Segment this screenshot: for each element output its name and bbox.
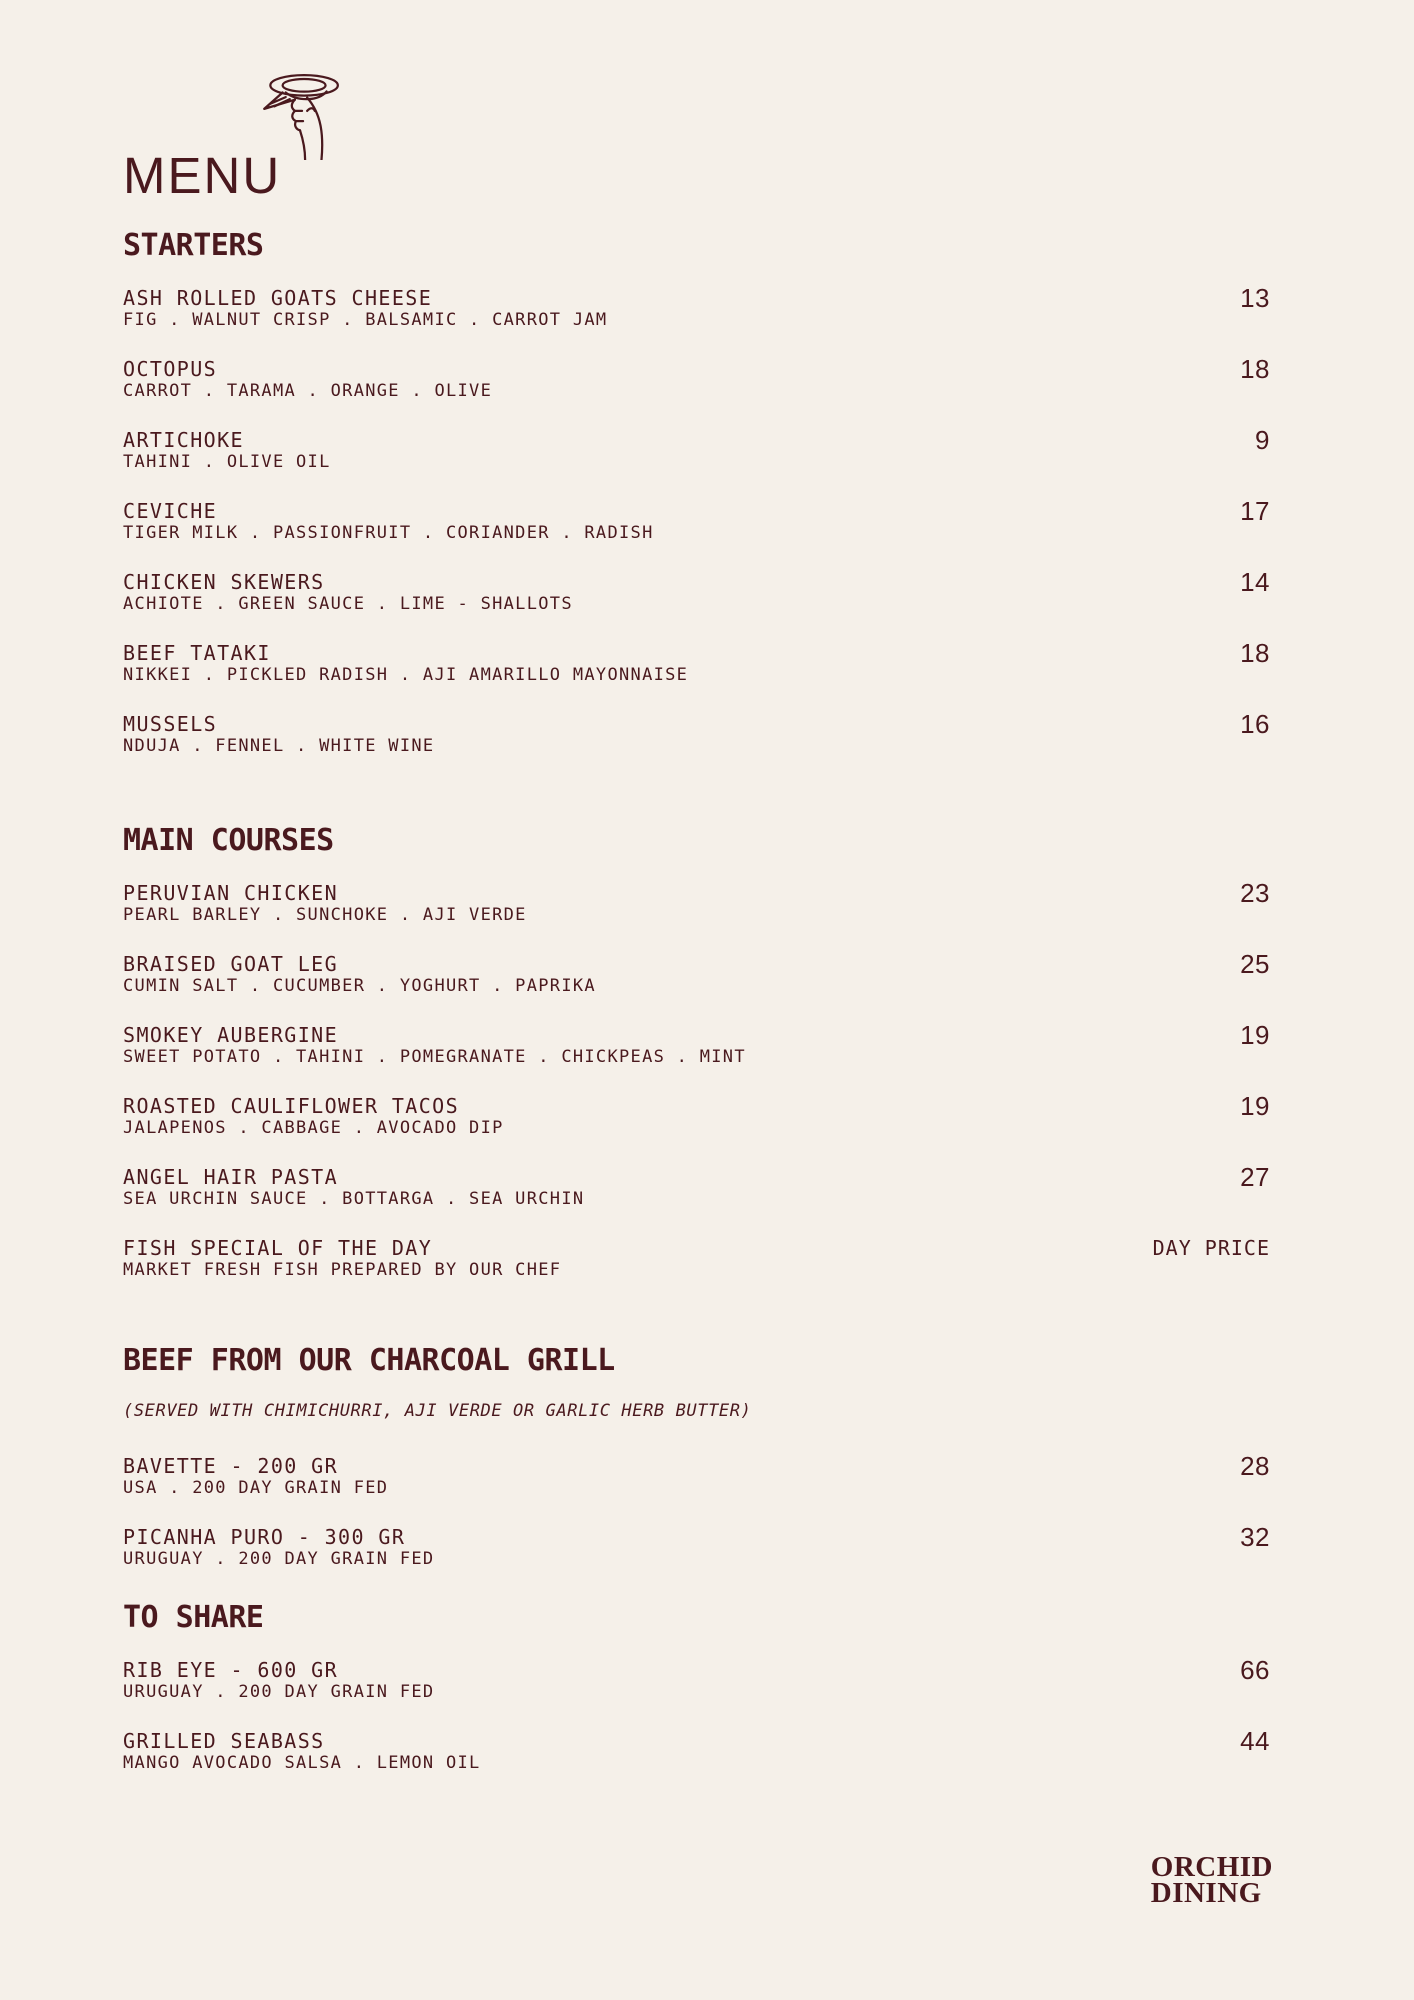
section-header: MAIN COURSES: [123, 822, 334, 858]
menu-item: [123, 1019, 1270, 1067]
menu-item-text: [123, 952, 596, 996]
brand-line-1: ORCHID: [1150, 1851, 1273, 1883]
menu-item-text: [123, 712, 434, 756]
menu-item: [123, 948, 1270, 996]
dish-name: BEEF TATAKI: [123, 640, 271, 665]
menu-item: [123, 1654, 1270, 1702]
dish-price: 19: [1240, 1090, 1270, 1121]
dish-price: 19: [1240, 1019, 1270, 1050]
section-note: (SERVED WITH CHIMICHURRI, AJI VERDE OR GARLIC HERB BUTTER): [123, 1400, 752, 1421]
dish-price: 66: [1240, 1654, 1270, 1685]
menu-item-text: [123, 499, 654, 543]
menu-item-text: [123, 428, 331, 472]
dish-ingredients: URUGUAY . 200 DAY GRAIN FED: [123, 1681, 435, 1702]
dish-name: CHICKEN SKEWERS: [123, 569, 325, 594]
dish-name: CEVICHE: [123, 498, 218, 523]
menu-item: [123, 353, 1270, 401]
hand-holding-tray-icon: [248, 70, 352, 160]
dish-ingredients: SEA URCHIN SAUCE . BOTTARGA . SEA URCHIN: [123, 1188, 585, 1209]
menu-item-text: [123, 1729, 481, 1773]
dish-price: 44: [1240, 1725, 1270, 1756]
menu-item: [123, 1090, 1270, 1138]
dish-name: BRAISED GOAT LEG: [123, 951, 339, 976]
dish-price: 18: [1240, 637, 1270, 668]
menu-item: [123, 877, 1270, 925]
menu-item: [123, 708, 1270, 756]
dish-name: PICANHA PURO - 300 GR: [123, 1524, 406, 1549]
section-header: STARTERS: [123, 227, 264, 263]
dish-name: PERUVIAN CHICKEN: [123, 880, 339, 905]
menu-item: [123, 637, 1270, 685]
dish-name: MUSSELS: [123, 711, 218, 736]
menu-item: [123, 424, 1270, 472]
dish-ingredients: SWEET POTATO . TAHINI . POMEGRANATE . CHICKPEAS . MINT: [123, 1046, 746, 1067]
menu-item-text: [123, 357, 492, 401]
menu-item-text: [123, 881, 527, 925]
dish-ingredients: JALAPENOS . CABBAGE . AVOCADO DIP: [123, 1117, 504, 1138]
page-title: MENU: [123, 147, 282, 205]
menu-item-text: [123, 1658, 434, 1702]
dish-name: ROASTED CAULIFLOWER TACOS: [123, 1093, 460, 1118]
dish-price: 27: [1240, 1161, 1270, 1192]
menu-item: [123, 1725, 1270, 1773]
menu-item-text: [123, 570, 573, 614]
section-header: BEEF FROM OUR CHARCOAL GRILL: [123, 1342, 615, 1378]
dish-name: GRILLED SEABASS: [123, 1728, 325, 1753]
dish-ingredients: MARKET FRESH FISH PREPARED BY OUR CHEF: [123, 1259, 562, 1280]
dish-price: 28: [1240, 1450, 1270, 1481]
dish-price: 14: [1240, 566, 1270, 597]
menu-item-text: [123, 1525, 434, 1569]
dish-name: ANGEL HAIR PASTA: [123, 1164, 339, 1189]
dish-price: 13: [1240, 282, 1270, 313]
brand-logo: [1150, 1851, 1273, 1909]
dish-price: 25: [1240, 948, 1270, 979]
menu-item-text: [123, 641, 688, 685]
dish-ingredients: PEARL BARLEY . SUNCHOKE . AJI VERDE: [123, 904, 527, 925]
menu-item: [123, 1521, 1270, 1569]
section-beef-from-our-charcoal-grill: [123, 1321, 1270, 1569]
section-to-share: [123, 1578, 1270, 1773]
dish-ingredients: NIKKEI . PICKLED RADISH . AJI AMARILLO MAYONNAISE: [123, 664, 689, 685]
menu-item: [123, 282, 1270, 330]
section-header: TO SHARE: [123, 1599, 264, 1635]
menu-item-text: [123, 1454, 388, 1498]
dish-ingredients: NDUJA . FENNEL . WHITE WINE: [123, 735, 435, 756]
dish-ingredients: MANGO AVOCADO SALSA . LEMON OIL: [123, 1752, 481, 1773]
section-main-courses: [123, 801, 1270, 1280]
menu-item: [123, 495, 1270, 543]
dish-ingredients: FIG . WALNUT CRISP . BALSAMIC . CARROT JAM: [123, 309, 608, 330]
dish-ingredients: CARROT . TARAMA . ORANGE . OLIVE: [123, 380, 493, 401]
menu-item: [123, 1161, 1270, 1209]
dish-name: RIB EYE - 600 GR: [123, 1657, 339, 1682]
dish-ingredients: ACHIOTE . GREEN SAUCE . LIME - SHALLOTS: [123, 593, 573, 614]
dish-ingredients: URUGUAY . 200 DAY GRAIN FED: [123, 1548, 435, 1569]
dish-price: 32: [1240, 1521, 1270, 1552]
menu-item-text: [123, 1023, 746, 1067]
menu-item-text: [123, 1165, 584, 1209]
menu-item-text: [123, 286, 607, 330]
menu-item: [123, 566, 1270, 614]
dish-name: ARTICHOKE: [123, 427, 244, 452]
dish-price: DAY PRICE: [1152, 1235, 1270, 1260]
menu-item-text: [123, 1236, 561, 1280]
menu-item: [123, 1450, 1270, 1498]
dish-name: FISH SPECIAL OF THE DAY: [123, 1235, 433, 1260]
dish-price: 17: [1240, 495, 1270, 526]
dish-name: BAVETTE - 200 GR: [123, 1453, 339, 1478]
dish-price: 18: [1240, 353, 1270, 384]
brand-line-2: DINING: [1150, 1877, 1262, 1909]
menu-item: [123, 1236, 1270, 1280]
dish-ingredients: TAHINI . OLIVE OIL: [123, 451, 331, 472]
menu-item-text: [123, 1094, 504, 1138]
section-starters: [123, 206, 1270, 756]
dish-price: 16: [1240, 708, 1270, 739]
dish-name: ASH ROLLED GOATS CHEESE: [123, 285, 433, 310]
dish-ingredients: CUMIN SALT . CUCUMBER . YOGHURT . PAPRIKA: [123, 975, 596, 996]
dish-name: SMOKEY AUBERGINE: [123, 1022, 339, 1047]
dish-price: 9: [1255, 424, 1270, 455]
dish-name: OCTOPUS: [123, 356, 218, 381]
dish-ingredients: USA . 200 DAY GRAIN FED: [123, 1477, 389, 1498]
dish-price: 23: [1240, 877, 1270, 908]
dish-ingredients: TIGER MILK . PASSIONFRUIT . CORIANDER . RADISH: [123, 522, 654, 543]
